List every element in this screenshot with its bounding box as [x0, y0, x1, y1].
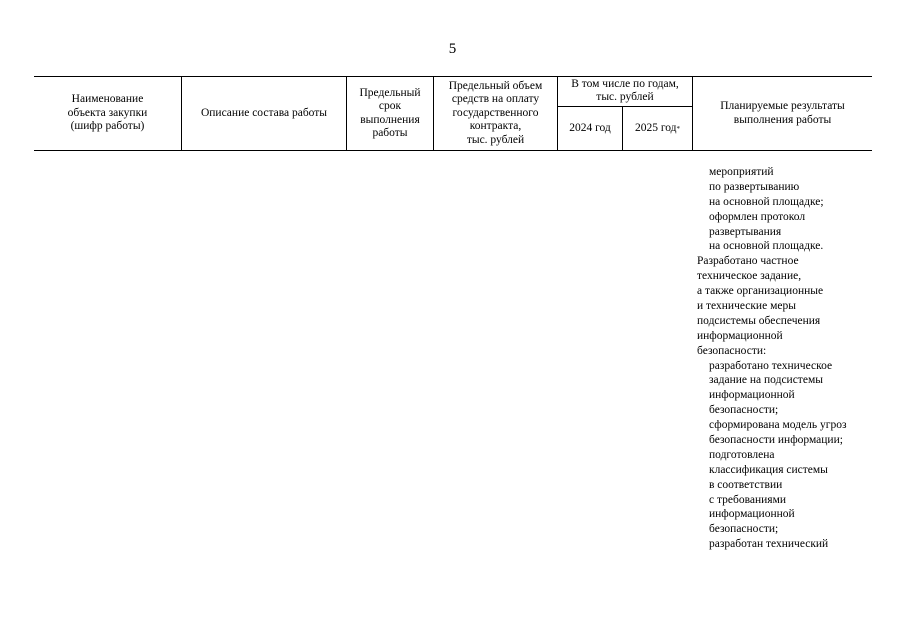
header-year-2025: 2025 год *: [634, 122, 681, 135]
text-line: классификация системы: [709, 463, 828, 476]
text-line: информационной: [709, 389, 795, 402]
table-header: [34, 76, 872, 151]
text-line: безопасности:: [697, 344, 767, 357]
text-line: информационной: [709, 508, 795, 521]
text-line: подготовлена: [709, 448, 775, 461]
header-deadline: Предельный срок выполнения работы: [359, 86, 421, 139]
text-line: безопасности;: [709, 404, 779, 417]
text-line: на основной площадке;: [709, 195, 824, 208]
text-line: мероприятий: [709, 166, 774, 178]
text-line: и технические меры: [697, 300, 796, 313]
header-year-2025-label: 2025 год: [634, 122, 677, 135]
text-line: разработан технический: [709, 538, 829, 551]
text-line: техническое задание,: [697, 270, 802, 283]
text-line: по развертыванию: [709, 180, 800, 193]
header-by-years: В том числе по годам, тыс. рублей: [571, 77, 679, 103]
text-line: с требованиями: [709, 493, 787, 506]
planned-results-text: [697, 165, 877, 552]
text-line: задание на подсистемы: [709, 374, 823, 387]
text-line: оформлен протокол: [709, 210, 806, 223]
header-year-2024: 2024 год: [569, 122, 611, 135]
text-line: Разработано частное: [697, 255, 799, 268]
text-line: на основной площадке.: [709, 240, 824, 253]
header-work-description: Описание состава работы: [200, 106, 328, 119]
text-line: безопасности;: [709, 523, 779, 536]
text-line: в соответствии: [709, 478, 783, 491]
text-line: сформирована модель угроз: [709, 419, 847, 432]
page-number: 5: [448, 41, 457, 57]
text-line: разработано техническое: [709, 359, 833, 372]
text-line: развертывания: [709, 225, 782, 238]
text-line: информационной: [697, 329, 783, 342]
header-object-name: Наименование объекта закупки (шифр работы): [67, 93, 148, 133]
header-planned-results: Планируемые результаты выполнения работы: [720, 100, 845, 126]
header-funding-limit: Предельный объем средств на оплату государственного контракта, тыс. рублей: [448, 79, 543, 146]
text-line: безопасности информации;: [709, 434, 843, 447]
text-line: а также организационные: [697, 285, 824, 298]
text-line: подсистемы обеспечения: [697, 314, 821, 327]
